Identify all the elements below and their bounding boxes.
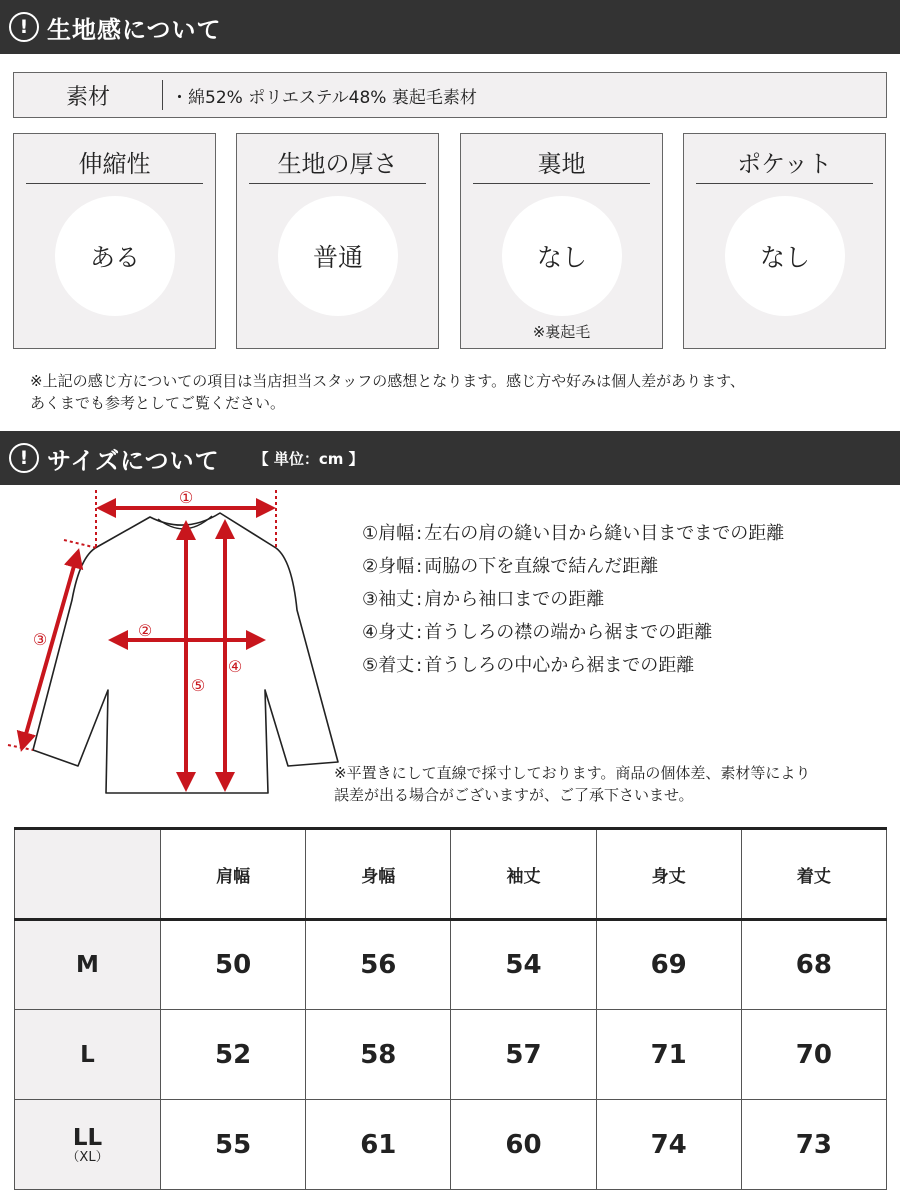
table-cell: 55 xyxy=(161,1100,306,1190)
table-cell: 56 xyxy=(306,920,451,1010)
size-label: LL xyxy=(72,1124,103,1151)
table-cell: 52 xyxy=(161,1010,306,1100)
marker-1: ① xyxy=(178,488,194,507)
disclaimer xyxy=(30,370,745,414)
marker-2: ② xyxy=(137,621,153,640)
size-label-cell xyxy=(15,1100,161,1190)
card-title: ポケット xyxy=(696,144,873,184)
section-title: 生地感について xyxy=(47,15,222,44)
size-sub-label: （XL） xyxy=(66,1149,109,1165)
table-row xyxy=(15,920,887,1010)
marker-4: ④ xyxy=(227,657,243,676)
table-cell: 54 xyxy=(451,920,596,1010)
exclamation-icon: ! xyxy=(9,12,39,42)
garment-diagram xyxy=(0,486,345,806)
card-title: 裏地 xyxy=(473,144,650,184)
table-cell: 73 xyxy=(741,1100,886,1190)
header-sleeve: 袖丈 xyxy=(451,829,596,920)
table-cell: 58 xyxy=(306,1010,451,1100)
table-cell: 68 xyxy=(741,920,886,1010)
legend-row: ④身丈 : 首うしろの襟の端から裾までの距離 xyxy=(362,622,713,643)
table-cell: 50 xyxy=(161,920,306,1010)
table-row xyxy=(15,1100,887,1190)
disclaimer-line: ※上記の感じ方についての項目は当店担当スタッフの感想となります。感じ方や好みは個人差があります、 xyxy=(30,372,745,390)
legend-row: ⑤着丈 : 首うしろの中心から裾までの距離 xyxy=(362,655,695,676)
table-header-row xyxy=(15,829,887,920)
unit-label: 【 単位：cm 】 xyxy=(253,449,364,468)
card-title: 伸縮性 xyxy=(26,144,203,184)
material-value: ・綿52% ポリエステル48% 裏起毛素材 xyxy=(171,87,477,108)
material-row xyxy=(13,72,887,118)
material-label: 素材 xyxy=(65,84,110,110)
card-thickness xyxy=(236,133,439,349)
card-note: ※裏起毛 xyxy=(532,323,591,341)
table-cell: 69 xyxy=(596,920,741,1010)
disclaimer-line: あくまでも参考としてご覧ください。 xyxy=(30,394,286,412)
size-label: L xyxy=(15,1010,161,1100)
header-body-length: 身丈 xyxy=(596,829,741,920)
header-shoulder: 肩幅 xyxy=(161,829,306,920)
section-header-fabric xyxy=(0,0,900,54)
table-cell: 71 xyxy=(596,1010,741,1100)
header-chest: 身幅 xyxy=(306,829,451,920)
note-line: 誤差が出る場合がございますが、ご了承下さいませ。 xyxy=(334,786,694,804)
size-table xyxy=(14,827,887,1190)
marker-5: ⑤ xyxy=(190,676,206,695)
corner-cell xyxy=(15,829,161,920)
size-label: M xyxy=(15,920,161,1010)
card-title: 生地の厚さ xyxy=(249,144,426,184)
table-cell: 60 xyxy=(451,1100,596,1190)
card-value: なし xyxy=(502,196,622,316)
section-title: サイズについて xyxy=(47,446,220,475)
legend-row: ③袖丈 : 肩から袖口までの距離 xyxy=(362,589,605,610)
table-cell: 74 xyxy=(596,1100,741,1190)
card-pocket xyxy=(683,133,886,349)
table-row xyxy=(15,1010,887,1100)
table-cell: 70 xyxy=(741,1010,886,1100)
marker-3: ③ xyxy=(32,630,48,649)
card-value: 普通 xyxy=(278,196,398,316)
card-lining xyxy=(460,133,663,349)
header-total-length: 着丈 xyxy=(741,829,886,920)
legend-row: ②身幅 : 両脇の下を直線で結んだ距離 xyxy=(362,556,659,577)
table-cell: 61 xyxy=(306,1100,451,1190)
note-line: ※平置きにして直線で採寸しております。商品の個体差、素材等により xyxy=(334,764,811,782)
measurement-note xyxy=(334,762,810,806)
card-value: なし xyxy=(725,196,845,316)
table-cell: 57 xyxy=(451,1010,596,1100)
card-value: ある xyxy=(55,196,175,316)
measurement-legend xyxy=(362,519,784,684)
exclamation-icon: ! xyxy=(9,443,39,473)
legend-row: ①肩幅 : 左右の肩の縫い目から縫い目までまでの距離 xyxy=(362,523,785,544)
card-stretch xyxy=(13,133,216,349)
section-header-size xyxy=(0,431,900,485)
